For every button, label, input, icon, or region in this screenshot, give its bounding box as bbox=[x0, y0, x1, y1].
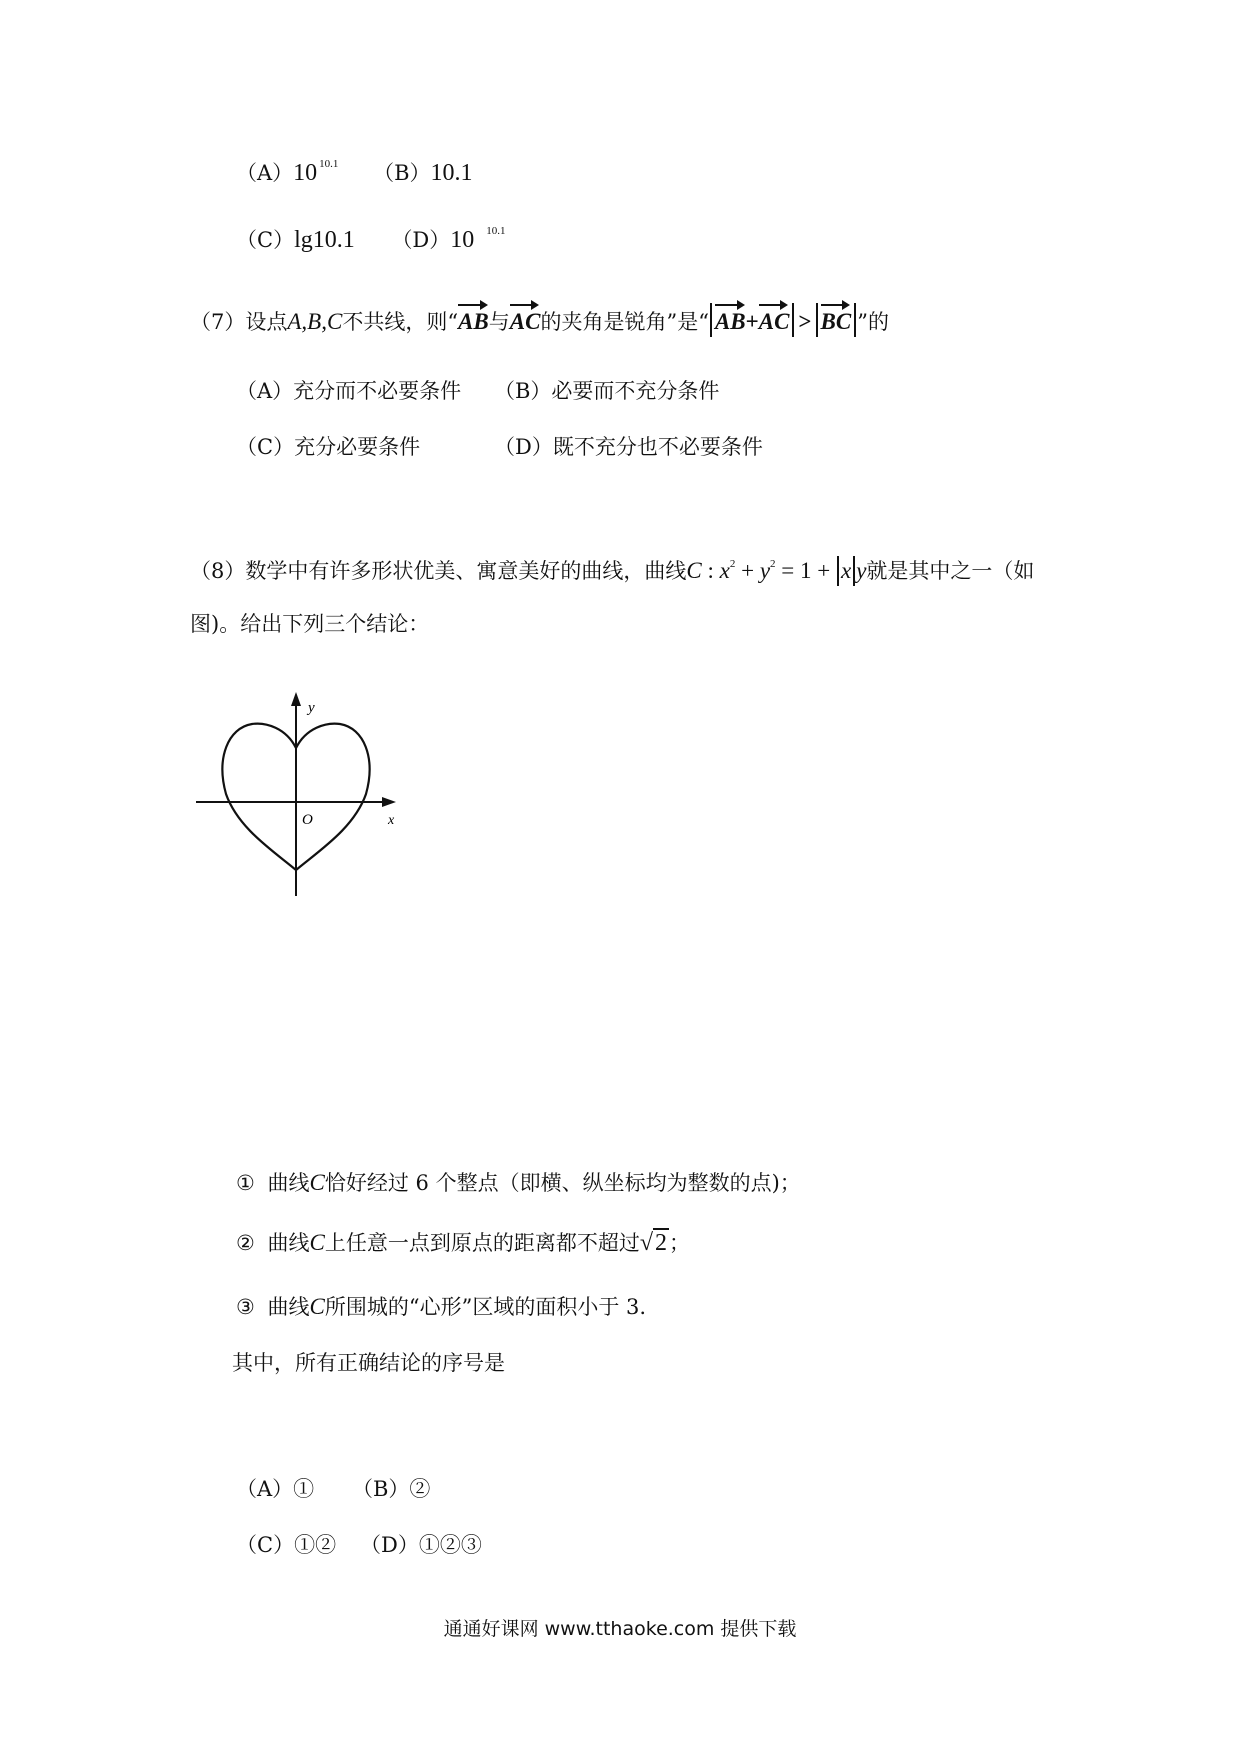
abs-sum: AB+AC bbox=[710, 303, 794, 337]
abs-bc: BC bbox=[816, 303, 857, 337]
q8-options-row2 bbox=[236, 1530, 482, 1560]
q7-stem: （7）设点A,B,C不共线，则“AB与AC的夹角是锐角”是“ AB+AC > BC ”的 bbox=[190, 303, 889, 337]
q7-option-c[interactable]: （C）充分必要条件 bbox=[236, 435, 421, 459]
q7-option-d[interactable]: （D）既不充分也不必要条件 bbox=[494, 435, 763, 459]
origin-label: O bbox=[302, 812, 313, 828]
q6-option-c[interactable]: （C）lg10.1 bbox=[236, 227, 355, 253]
conclusion-3: ③ 曲线C所围城的“心形”区域的面积小于 3. bbox=[236, 1294, 647, 1319]
x-axis-arrow bbox=[382, 797, 396, 807]
q6-option-b[interactable]: （B）10.1 bbox=[373, 160, 473, 186]
q8-stem-line2: 图)。给出下列三个结论： bbox=[190, 612, 430, 636]
q8-option-c[interactable]: （C）①② bbox=[236, 1533, 337, 1557]
heart-curve-figure bbox=[190, 690, 410, 910]
q6-options-row2 bbox=[236, 225, 506, 259]
sqrt-two: √2 bbox=[639, 1230, 668, 1256]
q6-options-row1 bbox=[236, 158, 473, 192]
q8-question: 其中，所有正确结论的序号是 bbox=[232, 1351, 505, 1375]
q8-option-b[interactable]: （B）② bbox=[352, 1477, 431, 1501]
x-axis-label: x bbox=[388, 813, 395, 828]
q7-option-b[interactable]: （B）必要而不充分条件 bbox=[494, 379, 720, 403]
q6-option-a[interactable]: （A）10 $^{10.1}$ bbox=[236, 158, 339, 186]
q8-option-a[interactable]: （A）① bbox=[236, 1477, 315, 1501]
page-footer: 通通好课网 www.tthaoke.com 提供下载 bbox=[443, 1618, 797, 1640]
conclusion-2: ② 曲线C上任意一点到原点的距离都不超过√2； bbox=[236, 1230, 691, 1256]
conclusion-1: ① 曲线C恰好经过 6 个整点（即横、纵坐标均为整数的点)； bbox=[236, 1170, 801, 1195]
q8-stem-line1: （8）数学中有许多形状优美、寓意美好的曲线，曲线C : $x^2 + y^2 = 1 + x$ y就是其中之一（如 bbox=[190, 556, 1034, 590]
q6-option-d[interactable]: （D）10 $^{10.1}$ bbox=[391, 225, 506, 253]
q8-options-row1 bbox=[236, 1474, 430, 1504]
y-axis-label: y bbox=[308, 700, 315, 716]
q7-options-row2 bbox=[236, 432, 763, 462]
q8-option-d[interactable]: （D）①②③ bbox=[360, 1533, 482, 1557]
vector-ac: AC bbox=[510, 303, 541, 337]
q7-options-row1 bbox=[236, 376, 719, 406]
y-axis-arrow bbox=[291, 692, 301, 706]
vector-ab: AB bbox=[458, 303, 489, 337]
q7-option-a[interactable]: （A）充分而不必要条件 bbox=[236, 379, 462, 403]
